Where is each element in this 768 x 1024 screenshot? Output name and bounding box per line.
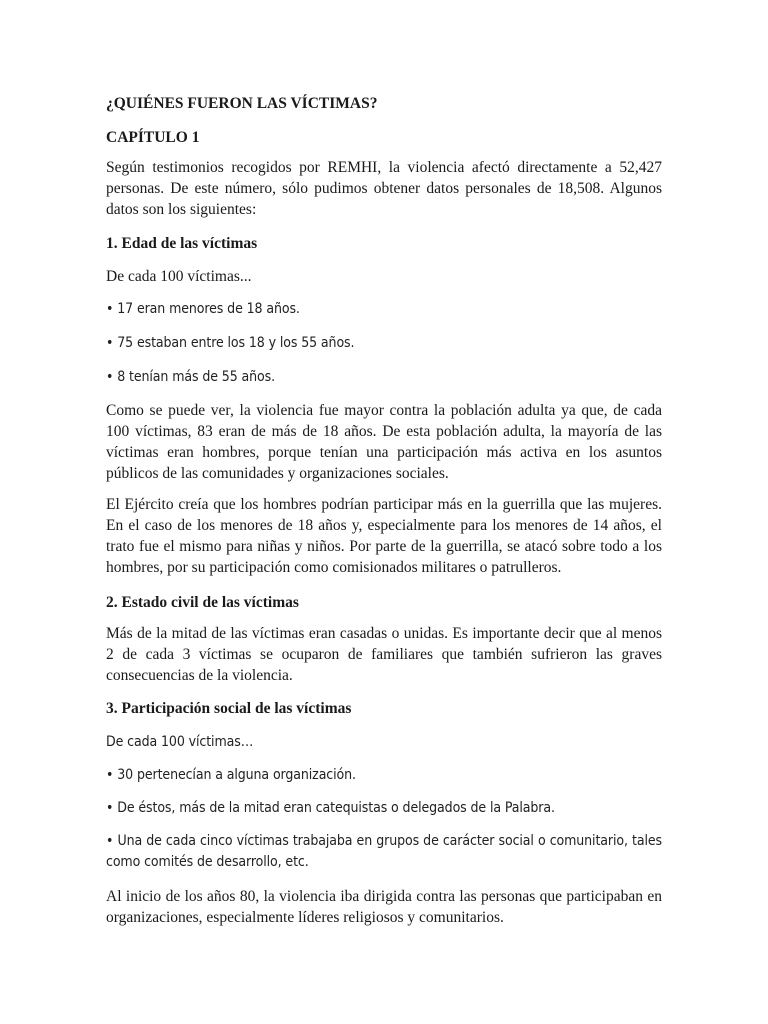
section-1-bullet: • 75 estaban entre los 18 y los 55 años. (106, 335, 355, 351)
section-3-lead: De cada 100 víctimas… (106, 734, 254, 750)
section-3-paragraph: Al inicio de los años 80, la violencia iba dirigida contra las personas que participaban en organizaciones, especialmente líderes religiosos y comunitarios. (106, 888, 662, 926)
section-1-title: 1. Edad de las víctimas (106, 235, 258, 252)
section-3-bullet: • De éstos, más de la mitad eran catequistas o delegados de la Palabra. (106, 800, 555, 816)
section-1-bullet: • 17 eran menores de 18 años. (106, 301, 300, 317)
section-2-paragraph: Más de la mitad de las víctimas eran casadas o unidas. Es importante decir que al menos 2 de cada 3 víctimas se ocuparon de familiares que también sufrieron las graves consecuencias de la violencia. (106, 625, 662, 684)
section-3-bullet: • Una de cada cinco víctimas trabajaba en grupos de carácter social o comunitario, tales como comités de desarrollo, etc. (106, 833, 662, 870)
section-3-title: 3. Participación social de las víctimas (106, 700, 352, 717)
section-2-title: 2. Estado civil de las víctimas (106, 594, 299, 611)
section-3-bullet: • 30 pertenecían a alguna organización. (106, 767, 356, 783)
section-1-bullet: • 8 tenían más de 55 años. (106, 369, 276, 385)
section-1-lead: De cada 100 víctimas... (106, 268, 252, 285)
section-1-paragraph: El Ejército creía que los hombres podrían participar más en la guerrilla que las mujeres. En el caso de los menores de 18 años y, especialmente para los menores de 14 años, el trato fue el mismo para niñas y niños. Por parte de la guerrilla, se atacó sobre todo a los hombres, por su participación como comisionados militares o patrulleros. (106, 496, 662, 576)
page-heading: ¿QUIÉNES FUERON LAS VÍCTIMAS? (106, 95, 378, 112)
section-1-paragraph: Como se puede ver, la violencia fue mayor contra la población adulta ya que, de cada 100 víctimas, 83 eran de más de 18 años. De esta población adulta, la mayoría de las víctimas eran hombres, porque tenían una participación más activa en los asuntos públicos de las comunidades y organizaciones sociales. (106, 402, 662, 482)
chapter-title: CAPÍTULO 1 (106, 129, 200, 146)
intro-paragraph: Según testimonios recogidos por REMHI, la violencia afectó directamente a 52,427 personas. De este número, sólo pudimos obtener datos personales de 18,508. Algunos datos son los siguientes: (106, 159, 662, 218)
